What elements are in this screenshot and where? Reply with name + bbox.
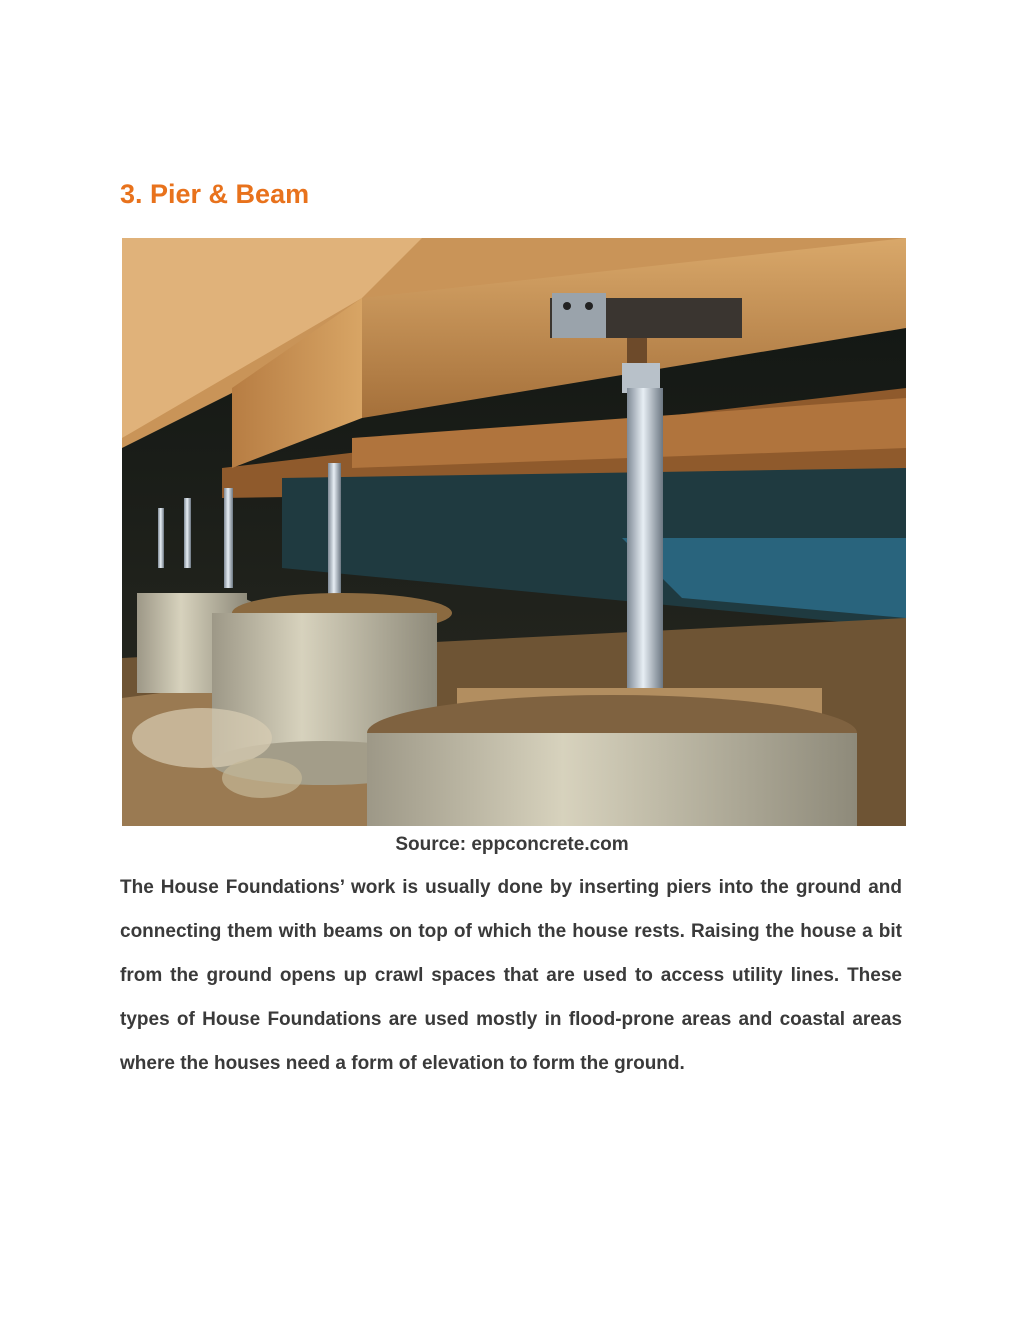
image-caption: Source: eppconcrete.com <box>395 834 629 855</box>
section-heading: 3. Pier & Beam <box>120 179 310 209</box>
body-paragraph: The House Foundations’ work is usually done by inserting piers into the ground and connecting them with beams on top of which the house rests. Raising the house a bit from the ground opens up crawl spaces that are used to access utility lines. These types of House Foundations are used mostly in flood-prone areas and coastal areas where the houses need a form of elevation to form the ground. <box>120 877 902 1074</box>
pier-and-beam-photo <box>122 238 906 826</box>
